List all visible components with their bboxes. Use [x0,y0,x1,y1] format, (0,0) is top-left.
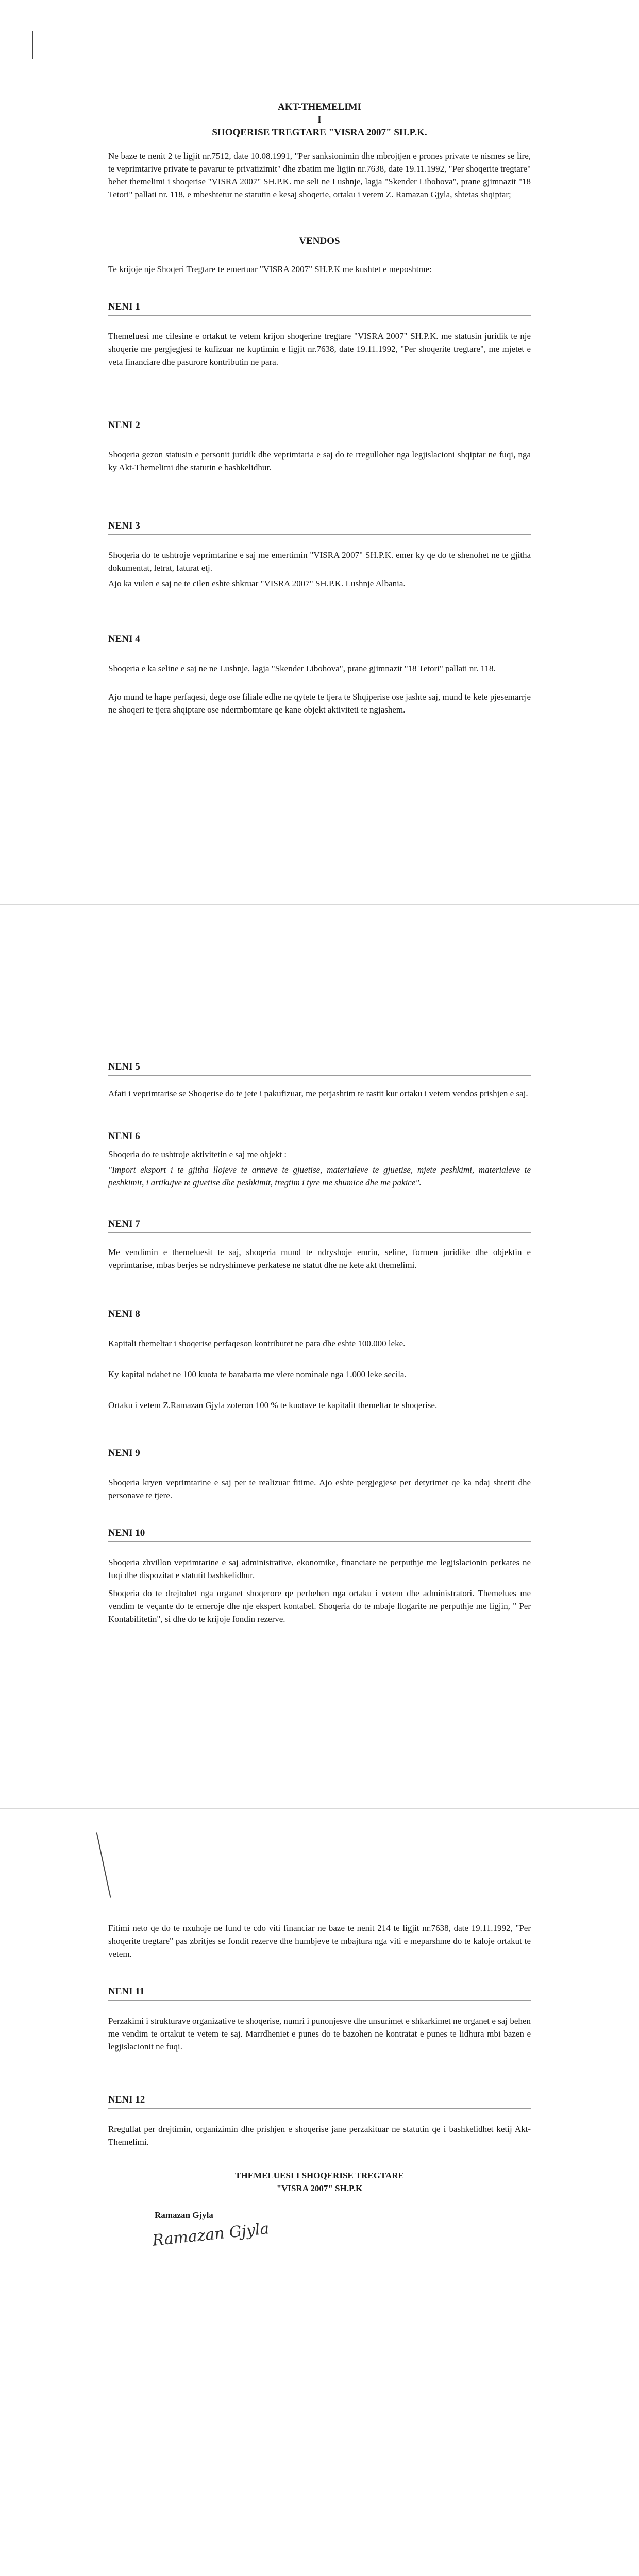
founder-signature: Ramazan Gjyla [151,2219,270,2250]
article-11-text: Perzakimi i strukturave organizative te shoqerise, numri i punonjesve dhe unsurimet e shkarkimet ne organet e saj behen me vendim te ortakut te vetem te saj. Marrdheniet e punes do te bazohen ne kontratat e punes te lidhura mbi bazen e legjislacionit ne fuqi. [108,2016,531,2052]
intro-paragraph: Ne baze te nenit 2 te ligjit nr.7512, date 10.08.1991, "Per sanksionimin dhe mbrojtjen e prones private te nismes se lire, te veprimtarive private te pavarur te privatizimit" dhe zbatim me ligjin nr.7638, date 19.11.1992, "Per shoqerite tregtare" behet themelimi i shoqerise "VISRA 2007" SH.P.K. me seli ne Lushnje, lagja "Skender Libohova", prane gjimnazit "18 Tetori" pallati nr. 118, e mbeshtetur ne statutin e kesaj shoqerie, ortaku i vetem Z. Ramazan Gjyla, shtetas shqiptar; [108,151,531,199]
article-8-text-b: Ky kapital ndahet ne 100 kuota te barabarta me vlere nominale nga 1.000 leke secila. [108,1369,407,1379]
article-4-text-b: Ajo mund te hape perfaqesi, dege ose filiale edhe ne qytete te tjera te Shqiperise ose jashte saj, mund te kete pjesemarrje ne shoqeri te tjera shqiptare ose ndermbomtare qe kane objekt aktiviteti te ngjashem. [108,692,531,715]
doc-title-line1: AKT-THEMELIMI [278,101,361,112]
article-5-text: Afati i veprimtarise se Shoqerise do te jete i pakufizuar, me perjashtim te rastit kur ortaku i vetem vendos prishjen e saj. [108,1089,528,1098]
doc-title-line3: SHOQERISE TREGTARE "VISRA 2007" SH.P.K. [212,127,427,138]
article-5-heading: NENI 5 [108,1061,140,1072]
founder-line1: THEMELUESI I SHOQERISE TREGTARE [235,2171,404,2180]
page-3 [0,1816,639,2576]
article-3-heading: NENI 3 [108,520,140,531]
profit-paragraph: Fitimi neto qe do te nxuhoje ne fund te cdo viti financiar ne baze te nenit 214 te ligjit nr.7638, date 19.11.1992, "Per shoqerite tregtare" pas zbritjes se fondit rezerve dhe humbjeve te mbajtura nga viti e meparshme do te kaloje ortakut te vetem. [108,1923,531,1959]
article-11-rule [108,2000,531,2001]
vendos-text: Te krijoje nje Shoqeri Tregtare te emertuar "VISRA 2007" SH.P.K me kushtet e meposhtme: [108,264,432,274]
article-8-text-a: Kapitali themeltar i shoqerise perfaqeson kontributet ne para dhe eshte 100.000 leke. [108,1338,406,1348]
article-11-heading: NENI 11 [108,1986,145,1997]
page-separator [0,904,639,905]
article-12-rule [108,2108,531,2109]
article-8-text-c: Ortaku i vetem Z.Ramazan Gjyla zoteron 100 % te kuotave te kapitalit themeltar te shoqerise. [108,1400,438,1410]
founder-name: Ramazan Gjyla [155,2210,213,2220]
page-2 [0,912,639,1803]
founder-block [108,2169,531,2195]
article-3-text-a: Shoqeria do te ushtroje veprimtarine e saj me emertimin "VISRA 2007" SH.P.K. emer ky qe do te shenohet ne te gjitha dokumentat, letrat, faturat etj. [108,550,531,573]
article-7-rule [108,1232,531,1233]
article-3-text-b: Ajo ka vulen e saj ne te cilen eshte shkruar "VISRA 2007" SH.P.K. Lushnje Albania. [108,579,406,588]
article-9-heading: NENI 9 [108,1448,140,1459]
article-12-heading: NENI 12 [108,2094,145,2105]
vendos-heading: VENDOS [299,235,340,246]
margin-mark [96,1832,111,1898]
article-2-heading: NENI 2 [108,420,140,431]
article-10-text-a: Shoqeria zhvillon veprimtarine e saj administrative, ekonomike, financiare ne perputhje me legjislacionin perkates ne fuqi dhe dispozitat e statutit bashkelidhur. [108,1557,531,1580]
article-5-rule [108,1075,531,1076]
article-3-rule [108,534,531,535]
page-1 [0,0,639,896]
article-9-text: Shoqeria kryen veprimtarine e saj per te realizuar fitime. Ajo eshte pergjegjese per detyrimet qe ka ndaj shtetit dhe personave te tjere. [108,1478,531,1500]
article-4-heading: NENI 4 [108,634,140,645]
page-separator [0,1808,639,1809]
article-10-heading: NENI 10 [108,1528,145,1538]
article-1-text: Themeluesi me cilesine e ortakut te vetem krijon shoqerine tregtare "VISRA 2007" SH.P.K. me statusin juridik te nje shoqerie me pergjegjesi te kufizuar ne kuptimin e ligjit nr.7638, date 19.11.1992, "Per shoqerite tregtare", me mjetet e veta financiare dhe pasurore kontributin ne para. [108,331,531,367]
doc-title [108,100,531,139]
article-1-heading: NENI 1 [108,301,140,312]
article-6-text: Shoqeria do te ushtroje aktivitetin e saj me objekt : [108,1149,287,1159]
doc-title-line2: I [317,114,322,125]
margin-mark [32,31,33,59]
article-10-text-b: Shoqeria do te drejtohet nga organet shoqerore qe perbehen nga ortaku i vetem dhe administratori. Themelues me vendim te veçante do te emeroje dhe nje ekspert kontabel. Shoqeria do te mbaje llogarite ne perputhje me ligjin, " Per Kontabilitetin", si dhe do te krijoje fondin rezerve. [108,1588,531,1624]
founder-line2: "VISRA 2007" SH.P.K [276,2183,363,2193]
article-12-text: Rregullat per drejtimin, organizimin dhe prishjen e shoqerise jane perzakituar ne statutin qe i bashkelidhet ketij Akt-Themelimi. [108,2124,531,2147]
article-4-text-a: Shoqeria e ka seline e saj ne ne Lushnje, lagja "Skender Libohova", prane gjimnazit "18 Tetori" pallati nr. 118. [108,664,496,673]
article-6-heading: NENI 6 [108,1131,140,1142]
article-2-text: Shoqeria gezon statusin e personit juridik dhe veprimtaria e saj do te rregullohet nga legjislacioni shqiptar ne fuqi, nga ky Akt-Themelimi dhe statutin e bashkelidhur. [108,450,531,472]
article-8-heading: NENI 8 [108,1309,140,1319]
article-10-rule [108,1541,531,1542]
article-1-rule [108,315,531,316]
article-7-heading: NENI 7 [108,1218,140,1229]
article-6-quote: "Import eksport i te gjitha llojeve te armeve te gjuetise, materialeve te gjuetise, mjete peshkimi, materialeve te peshkimit, i artikujve te gjuetise dhe peshkimit, tregtim i tyre me shumice dhe me pakice". [108,1165,531,1188]
article-7-text: Me vendimin e themeluesit te saj, shoqeria mund te ndryshoje emrin, seline, formen juridike dhe objektin e veprimtarise, mbas berjes se ndryshimeve perkatese ne statut dhe ne kete akt themelimi. [108,1247,531,1270]
